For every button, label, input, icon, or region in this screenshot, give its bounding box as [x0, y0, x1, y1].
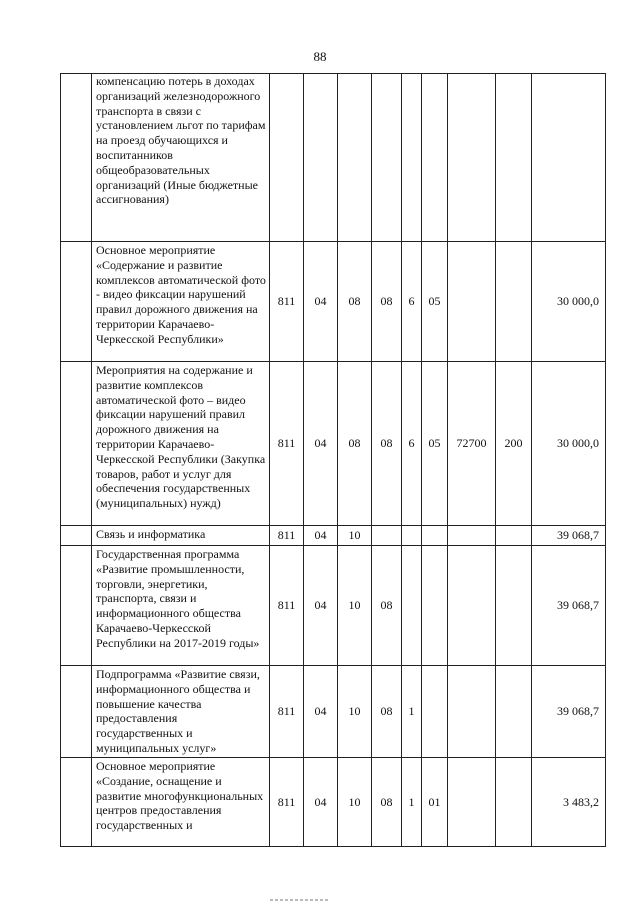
subsection-code: 10: [338, 526, 372, 546]
index-cell: [61, 546, 92, 666]
item-name: Государственная программа «Развитие промышленности, торговли, энергетики, транспорта, связи и информационного общества Карачаево-Черкесской Республики на 2017-2019 годы»: [92, 546, 270, 666]
expense-type-code: [496, 242, 532, 362]
direction-code: [448, 758, 496, 847]
table-row: [61, 546, 606, 666]
subprogram-code: [402, 74, 422, 242]
index-cell: [61, 758, 92, 847]
subprogram-code: [402, 526, 422, 546]
index-cell: [61, 362, 92, 526]
program-code: 08: [372, 242, 402, 362]
event-code: [422, 666, 448, 758]
ministry-code: 811: [270, 546, 304, 666]
section-code: 04: [304, 758, 338, 847]
amount: [532, 74, 606, 242]
program-code: [372, 526, 402, 546]
section-code: [304, 74, 338, 242]
program-code: 08: [372, 666, 402, 758]
program-code: [372, 74, 402, 242]
expense-type-code: [496, 666, 532, 758]
ministry-code: 811: [270, 362, 304, 526]
event-code: [422, 526, 448, 546]
item-name: Подпрограмма «Развитие связи, информационного общества и повышение качества предоставления государственных и муниципальных услуг»: [92, 666, 270, 758]
subprogram-code: 1: [402, 758, 422, 847]
section-code: 04: [304, 362, 338, 526]
direction-code: 72700: [448, 362, 496, 526]
index-cell: [61, 666, 92, 758]
event-code: [422, 546, 448, 666]
item-name: Основное мероприятие «Создание, оснащение и развитие многофункциональных центров предоставления государственных и: [92, 758, 270, 847]
subsection-code: 08: [338, 242, 372, 362]
scan-artifact: [270, 899, 330, 901]
budget-table: [60, 73, 606, 847]
subsection-code: 10: [338, 546, 372, 666]
subprogram-code: 6: [402, 362, 422, 526]
item-name: Мероприятия на содержание и развитие комплексов автоматической фото – видео фиксации нарушений правил дорожного движения на территории Карачаево-Черкесской Республики (Закупка товаров, работ и услуг для обеспечения государственных (муниципальных) нужд): [92, 362, 270, 526]
item-name: компенсацию потерь в доходах организаций железнодорожного транспорта в связи с установлением льгот по тарифам на проезд обучающихся и воспитанников общеобразовательных организаций (Иные бюджетные ассигнования): [92, 74, 270, 242]
event-code: 05: [422, 362, 448, 526]
expense-type-code: 200: [496, 362, 532, 526]
item-name: Связь и информатика: [92, 526, 270, 546]
subsection-code: [338, 74, 372, 242]
index-cell: [61, 526, 92, 546]
section-code: 04: [304, 526, 338, 546]
direction-code: [448, 242, 496, 362]
expense-type-code: [496, 74, 532, 242]
program-code: 08: [372, 546, 402, 666]
ministry-code: 811: [270, 526, 304, 546]
amount: 30 000,0: [532, 242, 606, 362]
page-number: 88: [313, 49, 327, 64]
item-name: Основное мероприятие «Содержание и развитие комплексов автоматической фото - видео фиксации нарушений правил дорожного движения на территории Карачаево-Черкесской Республики»: [92, 242, 270, 362]
section-code: 04: [304, 546, 338, 666]
table-row: [61, 242, 606, 362]
direction-code: [448, 666, 496, 758]
subprogram-code: [402, 546, 422, 666]
event-code: 01: [422, 758, 448, 847]
section-code: 04: [304, 242, 338, 362]
table-row: [61, 666, 606, 758]
ministry-code: [270, 74, 304, 242]
table-row: [61, 74, 606, 242]
event-code: 05: [422, 242, 448, 362]
table-row: [61, 526, 606, 546]
expense-type-code: [496, 526, 532, 546]
section-code: 04: [304, 666, 338, 758]
expense-type-code: [496, 758, 532, 847]
table-row: [61, 362, 606, 526]
amount: 30 000,0: [532, 362, 606, 526]
subsection-code: 08: [338, 362, 372, 526]
amount: 39 068,7: [532, 526, 606, 546]
ministry-code: 811: [270, 666, 304, 758]
amount: 39 068,7: [532, 546, 606, 666]
amount: 39 068,7: [532, 666, 606, 758]
index-cell: [61, 242, 92, 362]
subsection-code: 10: [338, 758, 372, 847]
direction-code: [448, 546, 496, 666]
subprogram-code: 1: [402, 666, 422, 758]
subsection-code: 10: [338, 666, 372, 758]
table-row: [61, 758, 606, 847]
direction-code: [448, 526, 496, 546]
event-code: [422, 74, 448, 242]
amount: 3 483,2: [532, 758, 606, 847]
ministry-code: 811: [270, 758, 304, 847]
expense-type-code: [496, 546, 532, 666]
subprogram-code: 6: [402, 242, 422, 362]
index-cell: [61, 74, 92, 242]
program-code: 08: [372, 362, 402, 526]
ministry-code: 811: [270, 242, 304, 362]
direction-code: [448, 74, 496, 242]
program-code: 08: [372, 758, 402, 847]
